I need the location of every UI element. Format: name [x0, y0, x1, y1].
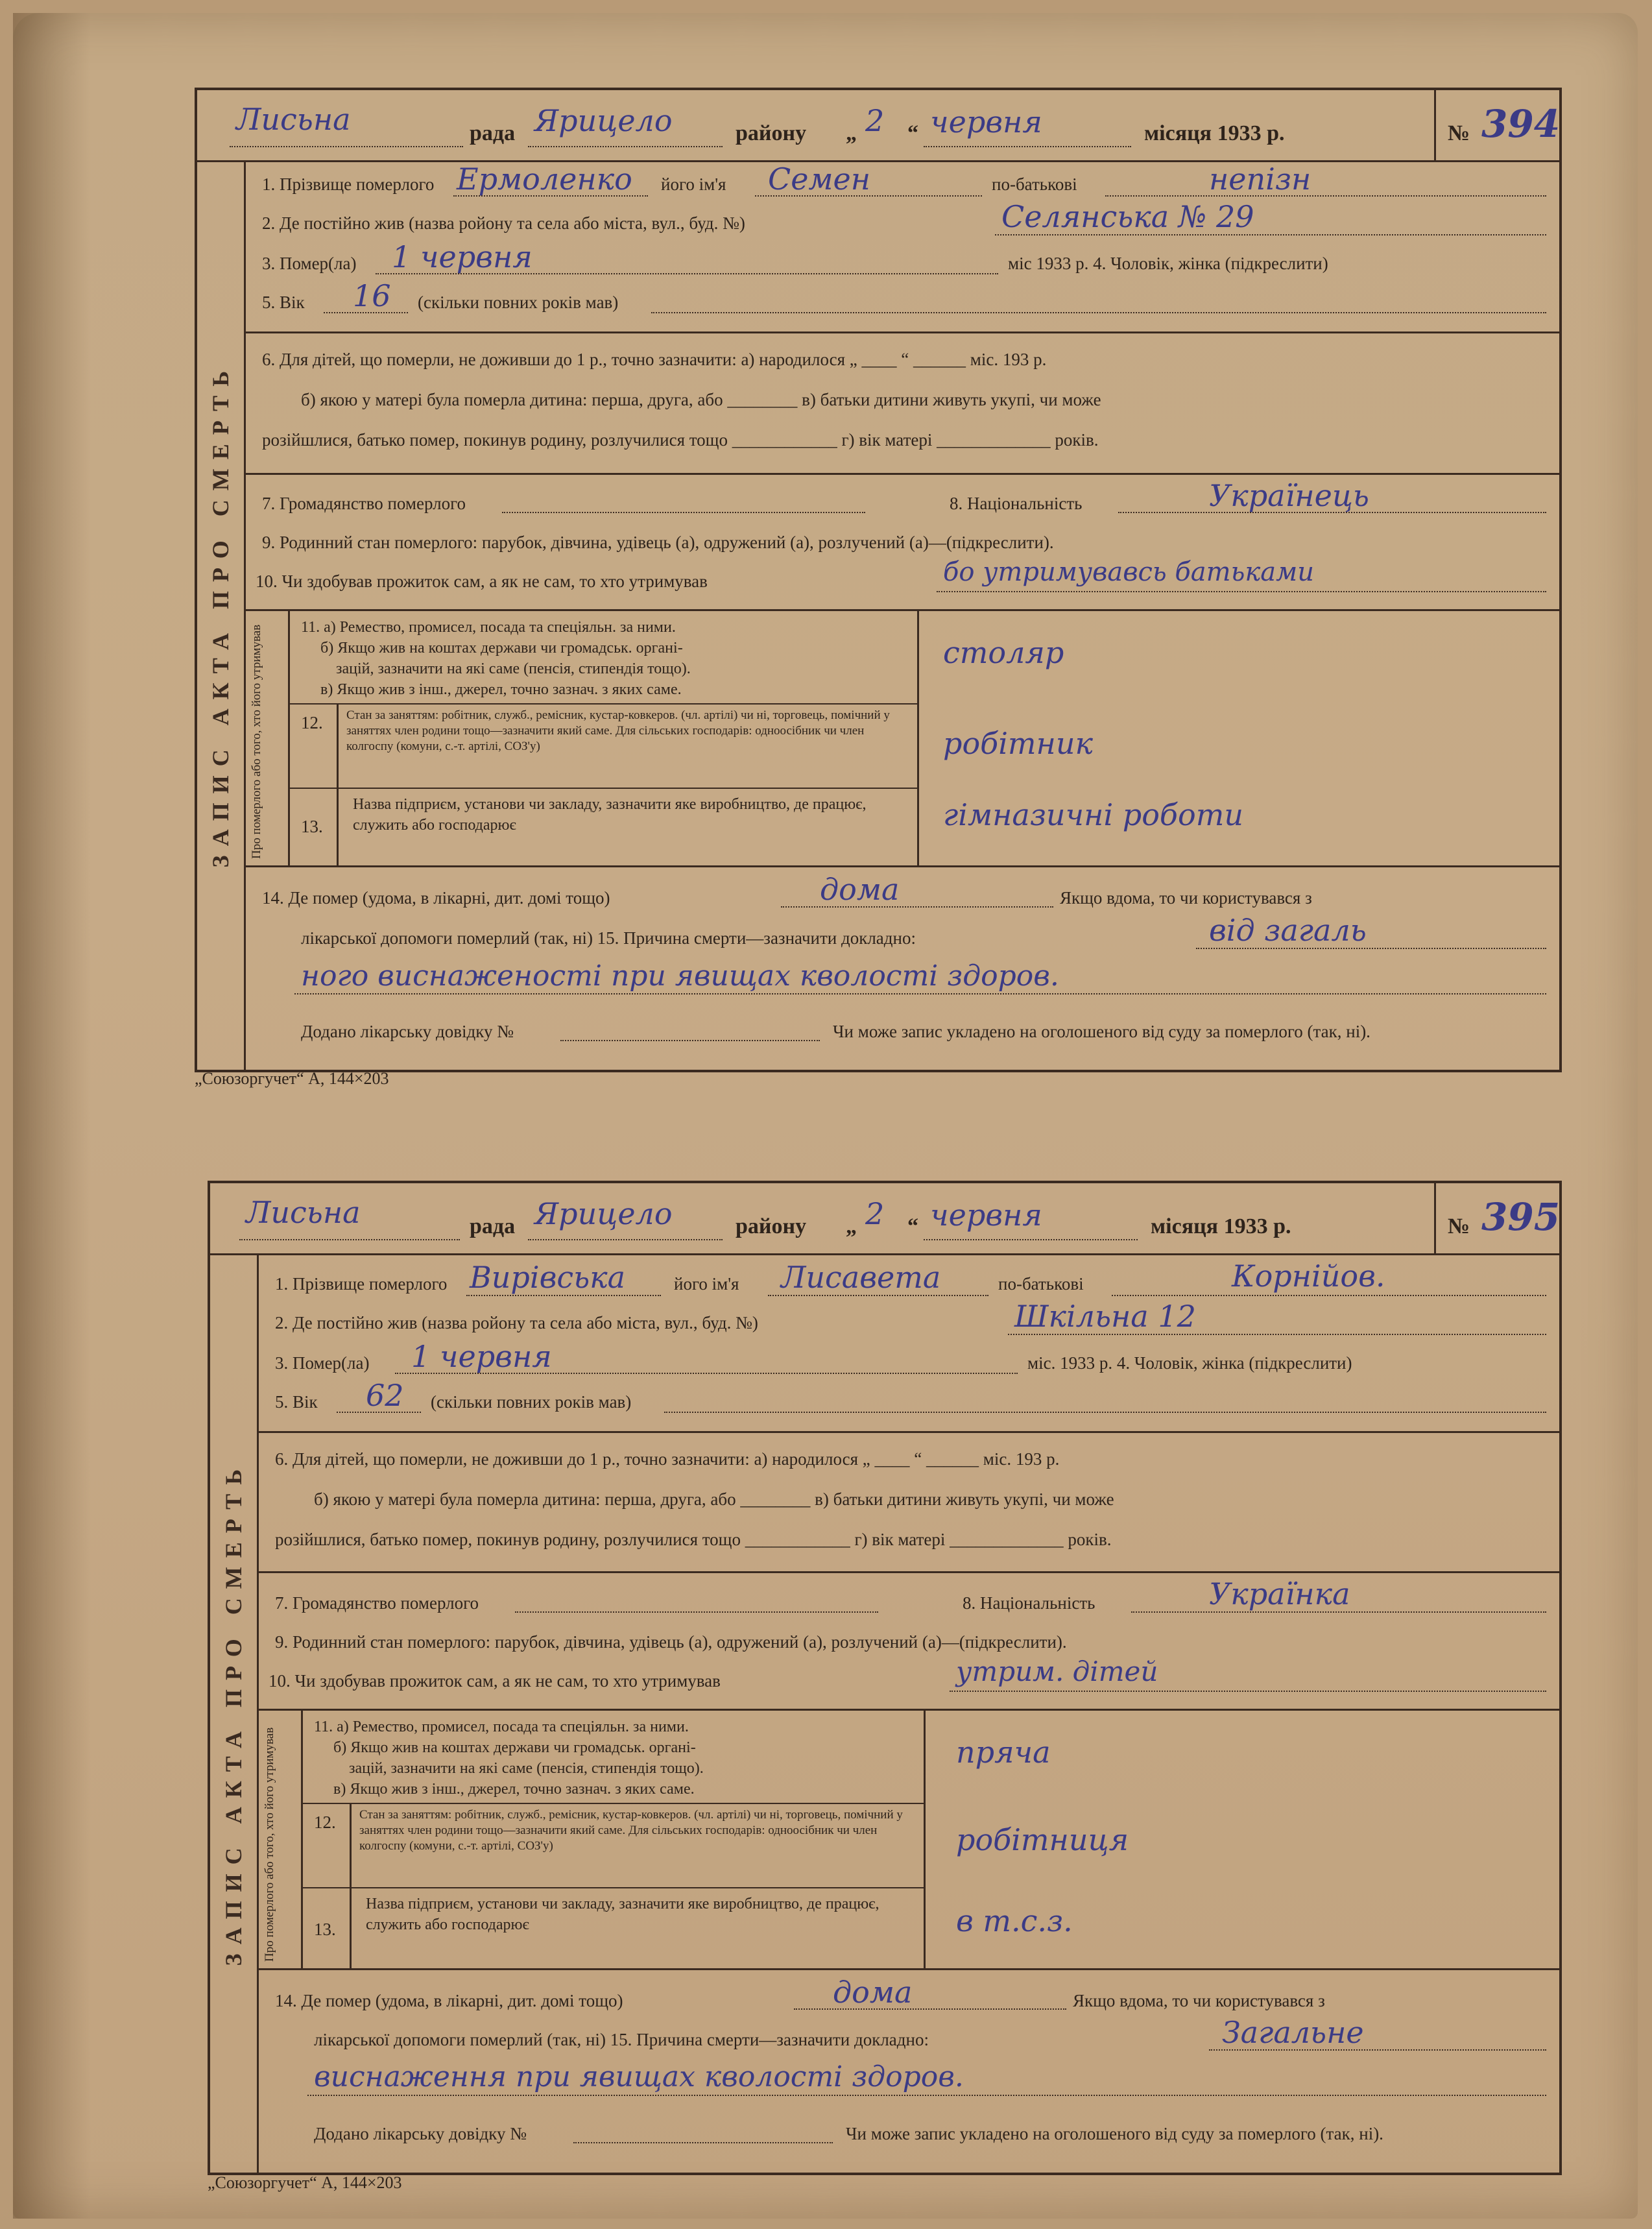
quote-mark: “ — [907, 1214, 918, 1238]
record-number-box — [1434, 90, 1559, 160]
field-residence-label: 2. Де постійно жив (назва ройону та села або міста, вул., буд. №) — [275, 1313, 758, 1332]
place-of-death-value: дома — [820, 872, 900, 907]
nationality-value: Українець — [1209, 478, 1369, 513]
child-order-line: б) якою у матері була померла дитина: перша, друга, або ________ в) батьки дитини живуть укупі, чи може — [301, 390, 1101, 409]
status-value: робітник — [943, 726, 1093, 761]
field-supporter-label: 10. Чи здобував прожиток сам, а як не сам, то хто утримував — [269, 1671, 721, 1691]
cause-value: від загаль — [1209, 913, 1367, 948]
field-surname-label: 1. Прізвище померлого — [275, 1274, 448, 1294]
number-label: № — [1448, 121, 1470, 145]
line-13-number: 13. — [301, 817, 323, 836]
field-supporter-label: 10. Чи здобував прожиток сам, а як не сам, то хто утримував — [256, 572, 708, 591]
name-value: Семен — [768, 162, 871, 197]
record-number: 394 — [1481, 102, 1561, 146]
child-order-line: б) якою у матері була померла дитина: перша, друга, або ________ в) батьки дитини живуть укупі, чи може — [314, 1489, 1114, 1509]
rada-name: Лисьна — [246, 1195, 361, 1230]
field-cause-label: лікарської допомоги померлий (так, ні) 15. Причина смерти—зазначити докладно: — [314, 2030, 929, 2049]
quote-mark: “ — [907, 121, 918, 145]
supporter-side-label: Про померлого або того, хто його утримував — [263, 1727, 276, 1962]
field-place-of-death-label: 14. Де помер (удома, в лікарні, дит. домі тощо) — [275, 1991, 623, 2010]
day: 2 — [865, 103, 885, 138]
rada-label: рада — [470, 121, 516, 145]
field-name-label: його ім'я — [674, 1274, 739, 1294]
cause-value-continued: виснаження при явищах кволості здоров. — [314, 2060, 964, 2093]
child-birth-line: 6. Для дітей, що померли, не доживши до 1 р., точно зазначити: а) народилося „ ____ “ ______ міс. 193 р. — [262, 350, 1047, 369]
court-declared-label: Чи може запис укладено на оголошеного від суду за померлого (так, ні). — [846, 2124, 1383, 2143]
age-hint: (скільки повних років мав) — [418, 293, 619, 312]
line-12-number: 12. — [301, 713, 323, 732]
raion-name: Ярицело — [534, 1196, 673, 1231]
occupation-status-line-12: Стан за заняттям: робітник, служб., ремісник, кустар-ковкеров. (чл. артілі) чи ні, торговець, помічний у заняттях член родини тощо—зазначити який саме. Для сільських господарів: одноосібник чи член колгоспу (комуни, с.-т. артілі, СОЗ'у) — [359, 1808, 903, 1853]
field-place-of-death-label: 14. Де помер (удома, в лікарні, дит. домі тощо) — [262, 888, 610, 908]
field-patronymic-label: по-батькові — [998, 1274, 1084, 1294]
occupation-value: столяр — [943, 635, 1064, 670]
occupation-line-11: 11. а) Ремество, промисел, посада та спеціяльн. за ними. б) Якщо жив на коштах держави чи громадськ. органі- зацій, зазначити на які саме (пенсія, стипендія тощо). в) Якщо жив з інш., джерел, точно зазнач. з яких саме. — [301, 619, 691, 698]
field-citizenship-label: 7. Громадянство померлого — [262, 494, 466, 513]
nationality-value: Українка — [1209, 1576, 1350, 1611]
day: 2 — [865, 1196, 885, 1231]
month-label: місяця 1933 р. — [1151, 1214, 1291, 1238]
line-12-number: 12. — [314, 1813, 336, 1832]
field-sex-label: міс. 1933 р. 4. Чоловік, жінка (підкреслити) — [1027, 1353, 1352, 1373]
died-value: 1 червня — [411, 1339, 552, 1374]
vertical-title-text: ЗАПИС АКТА ПРО СМЕРТЬ — [221, 1460, 246, 1966]
patronymic-value: непізн — [1209, 162, 1311, 197]
age-value: 16 — [353, 278, 391, 313]
parents-status-line: розійшлися, батько помер, покинув родину, розлучилися тощо ____________ г) вік матері _____________ років. — [262, 430, 1099, 450]
field-name-label: його ім'я — [661, 175, 726, 194]
field-patronymic-label: по-батькові — [992, 175, 1077, 194]
occupation-line-11: 11. а) Ремество, промисел, посада та спеціяльн. за ними. б) Якщо жив на коштах держави чи громадськ. органі- зацій, зазначити на які саме (пенсія, стипендія тощо). в) Якщо жив з інш., джерел, точно зазнач. з яких саме. — [314, 1718, 704, 1798]
workplace-line-13: Назва підприєм, установи чи закладу, зазначити яке виробництво, де працює, служить або господарює — [353, 796, 867, 834]
binding-edge — [13, 13, 91, 2219]
workplace-line-13: Назва підприєм, установи чи закладу, зазначити яке виробництво, де працює, служить або господарює — [366, 1896, 880, 1933]
residence-value: Селянська № 29 — [1001, 199, 1254, 234]
supporter-value: бо утримувавсь батьками — [943, 557, 1315, 587]
quote-mark: „ — [846, 1214, 857, 1238]
field-age-label: 5. Вік — [262, 293, 305, 312]
parents-status-line: розійшлися, батько помер, покинув родину, розлучилися тощо ____________ г) вік матері _____________ років. — [275, 1530, 1112, 1549]
name-value: Лисавета — [781, 1260, 941, 1295]
month-label: місяця 1933 р. — [1144, 121, 1285, 145]
age-value: 62 — [366, 1378, 404, 1413]
cause-value-continued: ного виснаженості при явищах кволості здоров. — [301, 959, 1059, 993]
vertical-title — [197, 160, 246, 1070]
workplace-value: в т.с.з. — [956, 1903, 1073, 1938]
field-cause-label: лікарської допомоги померлий (так, ні) 15. Причина смерти—зазначити докладно: — [301, 928, 916, 948]
rada-name: Лисьна — [236, 102, 351, 137]
residence-value: Шкільна 12 — [1014, 1299, 1196, 1334]
quote-mark: „ — [846, 121, 857, 145]
home-care-label: Якщо вдома, то чи користувався з — [1060, 888, 1312, 908]
death-record-card-1 — [195, 88, 1562, 1072]
home-care-label: Якщо вдома, то чи користувався з — [1073, 1991, 1325, 2010]
field-nationality-label: 8. Національність — [950, 494, 1083, 513]
field-residence-label: 2. Де постійно жив (назва ройону та села або міста, вул., буд. №) — [262, 213, 745, 233]
field-nationality-label: 8. Національність — [963, 1593, 1095, 1613]
raion-label: району — [736, 121, 807, 145]
number-label: № — [1448, 1214, 1470, 1238]
field-medical-certificate-label: Додано лікарську довідку № — [301, 1022, 514, 1041]
supporter-side-label: Про померлого або того, хто його утримував — [250, 624, 263, 859]
month: червня — [930, 1198, 1042, 1233]
vertical-title-text: ЗАПИС АКТА ПРО СМЕРТЬ — [208, 362, 233, 868]
court-declared-label: Чи може запис укладено на оголошеного від суду за померлого (так, ні). — [833, 1022, 1371, 1041]
printer-footer: „Союзоргучет“ А, 144×203 — [195, 1069, 389, 1088]
record-number: 395 — [1481, 1195, 1561, 1239]
death-record-card-2 — [208, 1181, 1562, 2175]
field-citizenship-label: 7. Громадянство померлого — [275, 1593, 479, 1613]
patronymic-value: Корнійов. — [1232, 1259, 1385, 1294]
line-13-number: 13. — [314, 1920, 336, 1939]
occupation-value: пряча — [956, 1735, 1051, 1770]
rada-label: рада — [470, 1214, 516, 1238]
field-died-label: 3. Помер(ла) — [262, 254, 357, 273]
raion-label: району — [736, 1214, 807, 1238]
card-header — [210, 1183, 1559, 1255]
raion-name: Ярицело — [534, 103, 673, 138]
marital-status-line: 9. Родинний стан померлого: парубок, дівчина, удівець (а), одружений (а), розлучений (а)—(підкреслити). — [262, 533, 1054, 552]
status-value: робітниця — [956, 1822, 1129, 1857]
field-died-label: 3. Помер(ла) — [275, 1353, 370, 1373]
marital-status-line: 9. Родинний стан померлого: парубок, дівчина, удівець (а), одружений (а), розлучений (а)—(підкреслити). — [275, 1632, 1067, 1652]
supporter-value: утрим. дітей — [956, 1656, 1158, 1687]
workplace-value: гімназичні роботи — [943, 797, 1243, 832]
printer-footer: „Союзоргучет“ А, 144×203 — [208, 2173, 402, 2192]
field-sex-label: міс 1933 р. 4. Чоловік, жінка (підкреслити) — [1008, 254, 1328, 273]
field-age-label: 5. Вік — [275, 1392, 318, 1412]
vertical-title — [210, 1253, 259, 2173]
child-birth-line: 6. Для дітей, що померли, не доживши до 1 р., точно зазначити: а) народилося „ ____ “ ______ міс. 193 р. — [275, 1449, 1060, 1469]
card-header — [197, 90, 1559, 162]
cause-value: Загальне — [1222, 2015, 1364, 2050]
place-of-death-value: дома — [833, 1975, 913, 2010]
surname-value: Ермоленко — [457, 162, 632, 197]
age-hint: (скільки повних років мав) — [431, 1392, 632, 1412]
field-surname-label: 1. Прізвище померлого — [262, 175, 435, 194]
surname-value: Вирівська — [470, 1260, 626, 1295]
died-value: 1 червня — [392, 239, 533, 274]
month: червня — [930, 104, 1042, 139]
occupation-status-line-12: Стан за заняттям: робітник, служб., ремісник, кустар-ковкеров. (чл. артілі) чи ні, торговець, помічний у заняттях член родини тощо—зазначити який саме. Для сільських господарів: одноосібник чи член колгоспу (комуни, с.-т. артілі, СОЗ'у) — [346, 708, 890, 753]
record-number-box — [1434, 1183, 1559, 1253]
field-medical-certificate-label: Додано лікарську довідку № — [314, 2124, 527, 2143]
